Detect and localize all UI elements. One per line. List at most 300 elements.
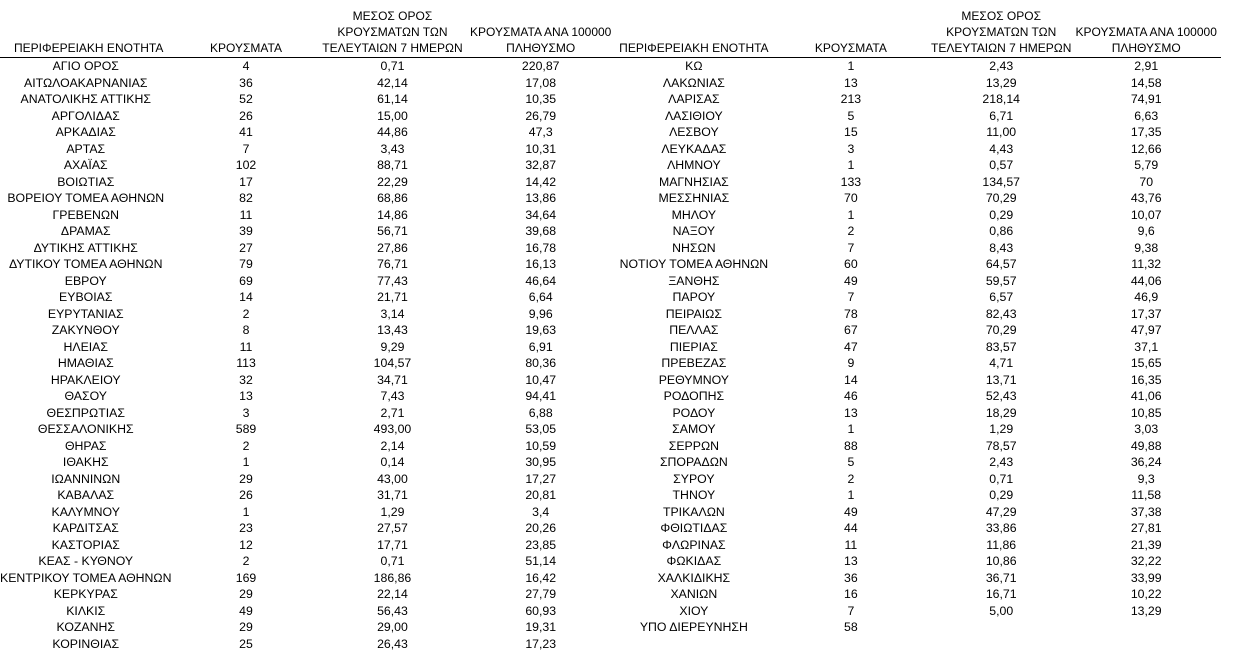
cases-cell: 16 (771, 586, 931, 603)
cases-cell: 39 (171, 223, 320, 240)
left-table-block (0, 8, 617, 652)
table-body (617, 58, 1221, 636)
cases-cell: 7 (771, 289, 931, 306)
avg-7day-cell: 7,43 (321, 388, 465, 405)
avg-7day-cell: 44,86 (321, 124, 465, 141)
region-cell: ΠΡΕΒΕΖΑΣ (617, 355, 771, 372)
cases-cell: 78 (771, 306, 931, 323)
per-100000-cell: 3,4 (464, 504, 617, 521)
table-row (0, 174, 617, 191)
region-cell: ΥΠΟ ΔΙΕΡΕΥΝΗΣΗ (617, 619, 771, 636)
avg-7day-cell: 31,71 (321, 487, 465, 504)
region-cell: ΘΕΣΠΡΩΤΙΑΣ (0, 405, 171, 422)
header-avg-line-1: ΜΕΣΟΣ ΟΡΟΣ (321, 8, 465, 24)
table-row (0, 58, 617, 75)
region-cell: ΡΟΔΟΠΗΣ (617, 388, 771, 405)
avg-7day-cell: 70,29 (931, 322, 1071, 339)
table-row (0, 75, 617, 92)
per-100000-cell: 9,38 (1071, 240, 1221, 257)
per-100000-cell: 6,63 (1071, 108, 1221, 125)
avg-7day-cell: 18,29 (931, 405, 1071, 422)
per-100000-cell: 30,95 (464, 454, 617, 471)
region-cell: ΤΗΝΟΥ (617, 487, 771, 504)
cases-cell: 70 (771, 190, 931, 207)
per-100000-cell: 2,91 (1071, 58, 1221, 75)
avg-7day-cell: 78,57 (931, 438, 1071, 455)
avg-7day-cell: 0,71 (931, 471, 1071, 488)
table-row (617, 75, 1221, 92)
per-100000-cell: 16,35 (1071, 372, 1221, 389)
avg-7day-cell: 82,43 (931, 306, 1071, 323)
cases-cell: 12 (171, 537, 320, 554)
per-100000-cell: 37,1 (1071, 339, 1221, 356)
cases-cell: 14 (771, 372, 931, 389)
per-100000-cell: 17,27 (464, 471, 617, 488)
header-cases-per-100000 (1071, 8, 1221, 58)
header-cases-per-100000 (464, 8, 617, 58)
region-cell: ΠΑΡΟΥ (617, 289, 771, 306)
per-100000-cell: 6,91 (464, 339, 617, 356)
per-100000-cell: 3,03 (1071, 421, 1221, 438)
avg-7day-cell: 21,71 (321, 289, 465, 306)
region-cell: ΑΝΑΤΟΛΙΚΗΣ ΑΤΤΙΚΗΣ (0, 91, 171, 108)
table-row (0, 636, 617, 652)
table-row (0, 306, 617, 323)
table-row (617, 603, 1221, 620)
region-cell: ΛΑΡΙΣΑΣ (617, 91, 771, 108)
region-cell: ΗΛΕΙΑΣ (0, 339, 171, 356)
table-row (617, 504, 1221, 521)
per-100000-cell: 80,36 (464, 355, 617, 372)
per-100000-cell: 17,37 (1071, 306, 1221, 323)
cases-cell: 589 (171, 421, 320, 438)
table-row (617, 108, 1221, 125)
per-100000-cell: 46,64 (464, 273, 617, 290)
per-100000-cell: 37,38 (1071, 504, 1221, 521)
avg-7day-cell: 27,86 (321, 240, 465, 257)
table-row (0, 537, 617, 554)
table-row (0, 91, 617, 108)
cases-cell: 13 (771, 75, 931, 92)
table-row (0, 586, 617, 603)
table-row (617, 372, 1221, 389)
region-cell: ΑΙΤΩΛΟΑΚΑΡΝΑΝΙΑΣ (0, 75, 171, 92)
per-100000-cell: 14,58 (1071, 75, 1221, 92)
cases-cell: 2 (171, 438, 320, 455)
cases-cell: 102 (171, 157, 320, 174)
table-row (0, 487, 617, 504)
per-100000-cell: 20,81 (464, 487, 617, 504)
per-100000-cell: 60,93 (464, 603, 617, 620)
per-100000-cell: 15,65 (1071, 355, 1221, 372)
region-cell: ΝΟΤΙΟΥ ΤΟΜΕΑ ΑΘΗΝΩΝ (617, 256, 771, 273)
per-100000-cell: 32,22 (1071, 553, 1221, 570)
per-100000-cell: 220,87 (464, 58, 617, 75)
region-cell: ΧΙΟΥ (617, 603, 771, 620)
avg-7day-cell: 29,00 (321, 619, 465, 636)
cases-cell: 13 (171, 388, 320, 405)
region-cell: ΚΑΣΤΟΡΙΑΣ (0, 537, 171, 554)
per-100000-cell: 6,88 (464, 405, 617, 422)
cases-cell: 15 (771, 124, 931, 141)
table-row (617, 157, 1221, 174)
header-avg-line-3: ΤΕΛΕΥΤΑΙΩΝ 7 ΗΜΕΡΩΝ (931, 40, 1071, 56)
region-cell: ΛΕΥΚΑΔΑΣ (617, 141, 771, 158)
avg-7day-cell: 56,43 (321, 603, 465, 620)
region-cell: ΝΗΣΩΝ (617, 240, 771, 257)
region-cell: ΘΗΡΑΣ (0, 438, 171, 455)
table-row (0, 421, 617, 438)
header-per-line-2: ΠΛΗΘΥΣΜΟ (1071, 40, 1221, 56)
region-cell: ΜΗΛΟΥ (617, 207, 771, 224)
cases-cell: 1 (171, 504, 320, 521)
per-100000-cell: 41,06 (1071, 388, 1221, 405)
table-row (617, 91, 1221, 108)
table-row (617, 388, 1221, 405)
cases-cell: 82 (171, 190, 320, 207)
cases-cell: 2 (771, 223, 931, 240)
table-row (617, 355, 1221, 372)
per-100000-cell: 34,64 (464, 207, 617, 224)
region-cell: ΚΑΡΔΙΤΣΑΣ (0, 520, 171, 537)
table-row (617, 339, 1221, 356)
table-row (617, 174, 1221, 191)
header-avg-line-2: ΚΡΟΥΣΜΑΤΩΝ ΤΩΝ (931, 24, 1071, 40)
region-cell: ΔΥΤΙΚΗΣ ΑΤΤΙΚΗΣ (0, 240, 171, 257)
cases-cell: 7 (771, 603, 931, 620)
per-100000-cell: 10,47 (464, 372, 617, 389)
table-row (617, 289, 1221, 306)
per-100000-cell: 53,05 (464, 421, 617, 438)
table-body (0, 58, 617, 652)
per-100000-cell: 17,23 (464, 636, 617, 652)
table-row (0, 322, 617, 339)
cases-cell: 113 (171, 355, 320, 372)
cases-cell: 49 (771, 504, 931, 521)
cases-cell: 13 (771, 553, 931, 570)
per-100000-cell: 10,07 (1071, 207, 1221, 224)
avg-7day-cell: 218,14 (931, 91, 1071, 108)
table-row (0, 108, 617, 125)
region-cell: ΡΟΔΟΥ (617, 405, 771, 422)
cases-cell: 11 (171, 207, 320, 224)
table-row (0, 240, 617, 257)
region-cell: ΚΟΡΙΝΘΙΑΣ (0, 636, 171, 652)
avg-7day-cell: 26,43 (321, 636, 465, 652)
region-cell: ΚΑΒΑΛΑΣ (0, 487, 171, 504)
table-header (0, 8, 617, 58)
avg-7day-cell: 13,29 (931, 75, 1071, 92)
region-cell: ΑΡΓΟΛΙΔΑΣ (0, 108, 171, 125)
avg-7day-cell: 2,43 (931, 58, 1071, 75)
cases-cell: 14 (171, 289, 320, 306)
cases-cell: 2 (771, 471, 931, 488)
per-100000-cell: 11,58 (1071, 487, 1221, 504)
cases-cell: 44 (771, 520, 931, 537)
avg-7day-cell: 0,29 (931, 207, 1071, 224)
table-row (0, 372, 617, 389)
avg-7day-cell: 88,71 (321, 157, 465, 174)
region-cell: ΓΡΕΒΕΝΩΝ (0, 207, 171, 224)
region-cell: ΧΑΝΙΩΝ (617, 586, 771, 603)
per-100000-cell: 9,96 (464, 306, 617, 323)
per-100000-cell: 13,86 (464, 190, 617, 207)
cases-cell: 2 (171, 306, 320, 323)
header-avg-line-3: ΤΕΛΕΥΤΑΙΩΝ 7 ΗΜΕΡΩΝ (321, 40, 465, 56)
table-row (617, 256, 1221, 273)
region-cell: ΒΟΡΕΙΟΥ ΤΟΜΕΑ ΑΘΗΝΩΝ (0, 190, 171, 207)
table-row (617, 207, 1221, 224)
cases-cell: 36 (171, 75, 320, 92)
region-cell: ΑΡΚΑΔΙΑΣ (0, 124, 171, 141)
table-row (0, 124, 617, 141)
cases-cell: 3 (171, 405, 320, 422)
table-row (617, 58, 1221, 75)
avg-7day-cell: 4,43 (931, 141, 1071, 158)
table-row (617, 619, 1221, 636)
per-100000-cell (1071, 619, 1221, 636)
avg-7day-cell: 56,71 (321, 223, 465, 240)
avg-7day-cell: 36,71 (931, 570, 1071, 587)
per-100000-cell: 17,08 (464, 75, 617, 92)
cases-cell: 23 (171, 520, 320, 537)
avg-7day-cell: 13,43 (321, 322, 465, 339)
header-per-line-1: ΚΡΟΥΣΜΑΤΑ ΑΝΑ 100000 (464, 24, 617, 40)
cases-cell: 29 (171, 586, 320, 603)
avg-7day-cell: 47,29 (931, 504, 1071, 521)
cases-cell: 26 (171, 108, 320, 125)
per-100000-cell: 9,3 (1071, 471, 1221, 488)
cases-table-right (617, 8, 1221, 636)
per-100000-cell: 94,41 (464, 388, 617, 405)
avg-7day-cell: 42,14 (321, 75, 465, 92)
table-row (0, 405, 617, 422)
table-row (617, 273, 1221, 290)
table-row (617, 586, 1221, 603)
avg-7day-cell: 4,71 (931, 355, 1071, 372)
avg-7day-cell: 104,57 (321, 355, 465, 372)
per-100000-cell: 27,81 (1071, 520, 1221, 537)
cases-cell: 1 (771, 487, 931, 504)
cases-cell: 1 (771, 157, 931, 174)
per-100000-cell: 36,24 (1071, 454, 1221, 471)
region-cell: ΕΥΡΥΤΑΝΙΑΣ (0, 306, 171, 323)
avg-7day-cell: 14,86 (321, 207, 465, 224)
per-100000-cell: 27,79 (464, 586, 617, 603)
cases-cell: 79 (171, 256, 320, 273)
table-row (617, 405, 1221, 422)
table-header (617, 8, 1221, 58)
region-cell: ΚΕΑΣ - ΚΥΘΝΟΥ (0, 553, 171, 570)
cases-cell: 13 (771, 405, 931, 422)
cases-cell: 1 (171, 454, 320, 471)
region-cell: ΔΥΤΙΚΟΥ ΤΟΜΕΑ ΑΘΗΝΩΝ (0, 256, 171, 273)
per-100000-cell: 16,13 (464, 256, 617, 273)
table-row (0, 339, 617, 356)
cases-cell: 3 (771, 141, 931, 158)
cases-cell: 49 (771, 273, 931, 290)
table-row (617, 306, 1221, 323)
per-100000-cell: 10,31 (464, 141, 617, 158)
per-100000-cell: 21,39 (1071, 537, 1221, 554)
per-100000-cell: 44,06 (1071, 273, 1221, 290)
cases-cell: 213 (771, 91, 931, 108)
avg-7day-cell: 10,86 (931, 553, 1071, 570)
avg-7day-cell: 3,43 (321, 141, 465, 158)
table-row (0, 289, 617, 306)
table-row (617, 537, 1221, 554)
avg-7day-cell: 11,00 (931, 124, 1071, 141)
region-cell: ΦΛΩΡΙΝΑΣ (617, 537, 771, 554)
region-cell: ΖΑΚΥΝΘΟΥ (0, 322, 171, 339)
avg-7day-cell: 64,57 (931, 256, 1071, 273)
cases-cell: 1 (771, 207, 931, 224)
table-row (0, 157, 617, 174)
table-row (617, 124, 1221, 141)
table-row (617, 438, 1221, 455)
table-row (617, 421, 1221, 438)
cases-cell: 88 (771, 438, 931, 455)
per-100000-cell: 10,35 (464, 91, 617, 108)
avg-7day-cell: 0,71 (321, 553, 465, 570)
header-region: ΠΕΡΙΦΕΡΕΙΑΚΗ ΕΝΟΤΗΤΑ (617, 8, 771, 58)
region-cell: ΜΕΣΣΗΝΙΑΣ (617, 190, 771, 207)
avg-7day-cell: 61,14 (321, 91, 465, 108)
per-100000-cell: 46,9 (1071, 289, 1221, 306)
avg-7day-cell: 493,00 (321, 421, 465, 438)
avg-7day-cell: 76,71 (321, 256, 465, 273)
region-cell: ΚΩ (617, 58, 771, 75)
avg-7day-cell: 1,29 (931, 421, 1071, 438)
region-cell: ΣΑΜΟΥ (617, 421, 771, 438)
table-row (617, 454, 1221, 471)
table-row (0, 520, 617, 537)
table-row (0, 388, 617, 405)
avg-7day-cell: 186,86 (321, 570, 465, 587)
cases-cell: 69 (171, 273, 320, 290)
region-cell: ΕΥΒΟΙΑΣ (0, 289, 171, 306)
cases-cell: 5 (771, 454, 931, 471)
cases-cell: 47 (771, 339, 931, 356)
cases-cell: 49 (171, 603, 320, 620)
per-100000-cell: 32,87 (464, 157, 617, 174)
region-cell: ΔΡΑΜΑΣ (0, 223, 171, 240)
avg-7day-cell: 0,57 (931, 157, 1071, 174)
header-avg-line-2: ΚΡΟΥΣΜΑΤΩΝ ΤΩΝ (321, 24, 465, 40)
per-100000-cell: 14,42 (464, 174, 617, 191)
per-100000-cell: 33,99 (1071, 570, 1221, 587)
per-100000-cell: 19,31 (464, 619, 617, 636)
region-cell: ΚΕΝΤΡΙΚΟΥ ΤΟΜΕΑ ΑΘΗΝΩΝ (0, 570, 171, 587)
table-row (617, 322, 1221, 339)
region-cell: ΑΓΙΟ ΟΡΟΣ (0, 58, 171, 75)
region-cell: ΛΕΣΒΟΥ (617, 124, 771, 141)
table-row (617, 240, 1221, 257)
header-region: ΠΕΡΙΦΕΡΕΙΑΚΗ ΕΝΟΤΗΤΑ (0, 8, 171, 58)
table-row (617, 520, 1221, 537)
header-cases: ΚΡΟΥΣΜΑΤΑ (171, 8, 320, 58)
region-cell: ΘΕΣΣΑΛΟΝΙΚΗΣ (0, 421, 171, 438)
avg-7day-cell: 59,57 (931, 273, 1071, 290)
cases-cell: 169 (171, 570, 320, 587)
table-row (617, 141, 1221, 158)
cases-cell: 25 (171, 636, 320, 652)
avg-7day-cell: 15,00 (321, 108, 465, 125)
avg-7day-cell: 134,57 (931, 174, 1071, 191)
region-cell: ΛΗΜΝΟΥ (617, 157, 771, 174)
table-row (0, 454, 617, 471)
region-cell: ΠΕΙΡΑΙΩΣ (617, 306, 771, 323)
region-cell: ΙΘΑΚΗΣ (0, 454, 171, 471)
per-100000-cell: 9,6 (1071, 223, 1221, 240)
cases-cell: 11 (171, 339, 320, 356)
per-100000-cell: 23,85 (464, 537, 617, 554)
avg-7day-cell: 6,57 (931, 289, 1071, 306)
per-100000-cell: 6,64 (464, 289, 617, 306)
per-100000-cell: 11,32 (1071, 256, 1221, 273)
table-row (0, 438, 617, 455)
table-row (617, 570, 1221, 587)
header-cases: ΚΡΟΥΣΜΑΤΑ (771, 8, 931, 58)
avg-7day-cell: 9,29 (321, 339, 465, 356)
avg-7day-cell: 3,14 (321, 306, 465, 323)
per-100000-cell: 19,63 (464, 322, 617, 339)
region-cell: ΡΕΘΥΜΝΟΥ (617, 372, 771, 389)
avg-7day-cell: 5,00 (931, 603, 1071, 620)
cases-cell: 7 (171, 141, 320, 158)
region-cell: ΝΑΞΟΥ (617, 223, 771, 240)
avg-7day-cell: 0,29 (931, 487, 1071, 504)
table-row (0, 256, 617, 273)
region-cell: ΧΑΛΚΙΔΙΚΗΣ (617, 570, 771, 587)
per-100000-cell: 10,22 (1071, 586, 1221, 603)
avg-7day-cell: 0,14 (321, 454, 465, 471)
avg-7day-cell: 1,29 (321, 504, 465, 521)
avg-7day-cell: 2,71 (321, 405, 465, 422)
cases-cell: 9 (771, 355, 931, 372)
per-100000-cell: 70 (1071, 174, 1221, 191)
cases-cell: 2 (171, 553, 320, 570)
table-row (617, 553, 1221, 570)
avg-7day-cell (931, 619, 1071, 636)
cases-cell: 60 (771, 256, 931, 273)
header-per-line-1: ΚΡΟΥΣΜΑΤΑ ΑΝΑ 100000 (1071, 24, 1221, 40)
region-cell: ΦΘΙΩΤΙΔΑΣ (617, 520, 771, 537)
region-cell: ΜΑΓΝΗΣΙΑΣ (617, 174, 771, 191)
table-row (617, 190, 1221, 207)
per-100000-cell: 13,29 (1071, 603, 1221, 620)
cases-cell: 133 (771, 174, 931, 191)
avg-7day-cell: 2,43 (931, 454, 1071, 471)
region-cell: ΚΟΖΑΝΗΣ (0, 619, 171, 636)
cases-cell: 17 (171, 174, 320, 191)
table-row (0, 504, 617, 521)
cases-cell: 26 (171, 487, 320, 504)
avg-7day-cell: 2,14 (321, 438, 465, 455)
per-100000-cell: 5,79 (1071, 157, 1221, 174)
region-cell: ΣΠΟΡΑΔΩΝ (617, 454, 771, 471)
region-cell: ΗΡΑΚΛΕΙΟΥ (0, 372, 171, 389)
header-7day-average (931, 8, 1071, 58)
per-100000-cell: 16,42 (464, 570, 617, 587)
region-cell: ΘΑΣΟΥ (0, 388, 171, 405)
table-row (0, 273, 617, 290)
region-cell: ΒΟΙΩΤΙΑΣ (0, 174, 171, 191)
region-cell: ΚΙΛΚΙΣ (0, 603, 171, 620)
table-row (0, 471, 617, 488)
region-cell: ΛΑΚΩΝΙΑΣ (617, 75, 771, 92)
header-avg-line-1: ΜΕΣΟΣ ΟΡΟΣ (931, 8, 1071, 24)
